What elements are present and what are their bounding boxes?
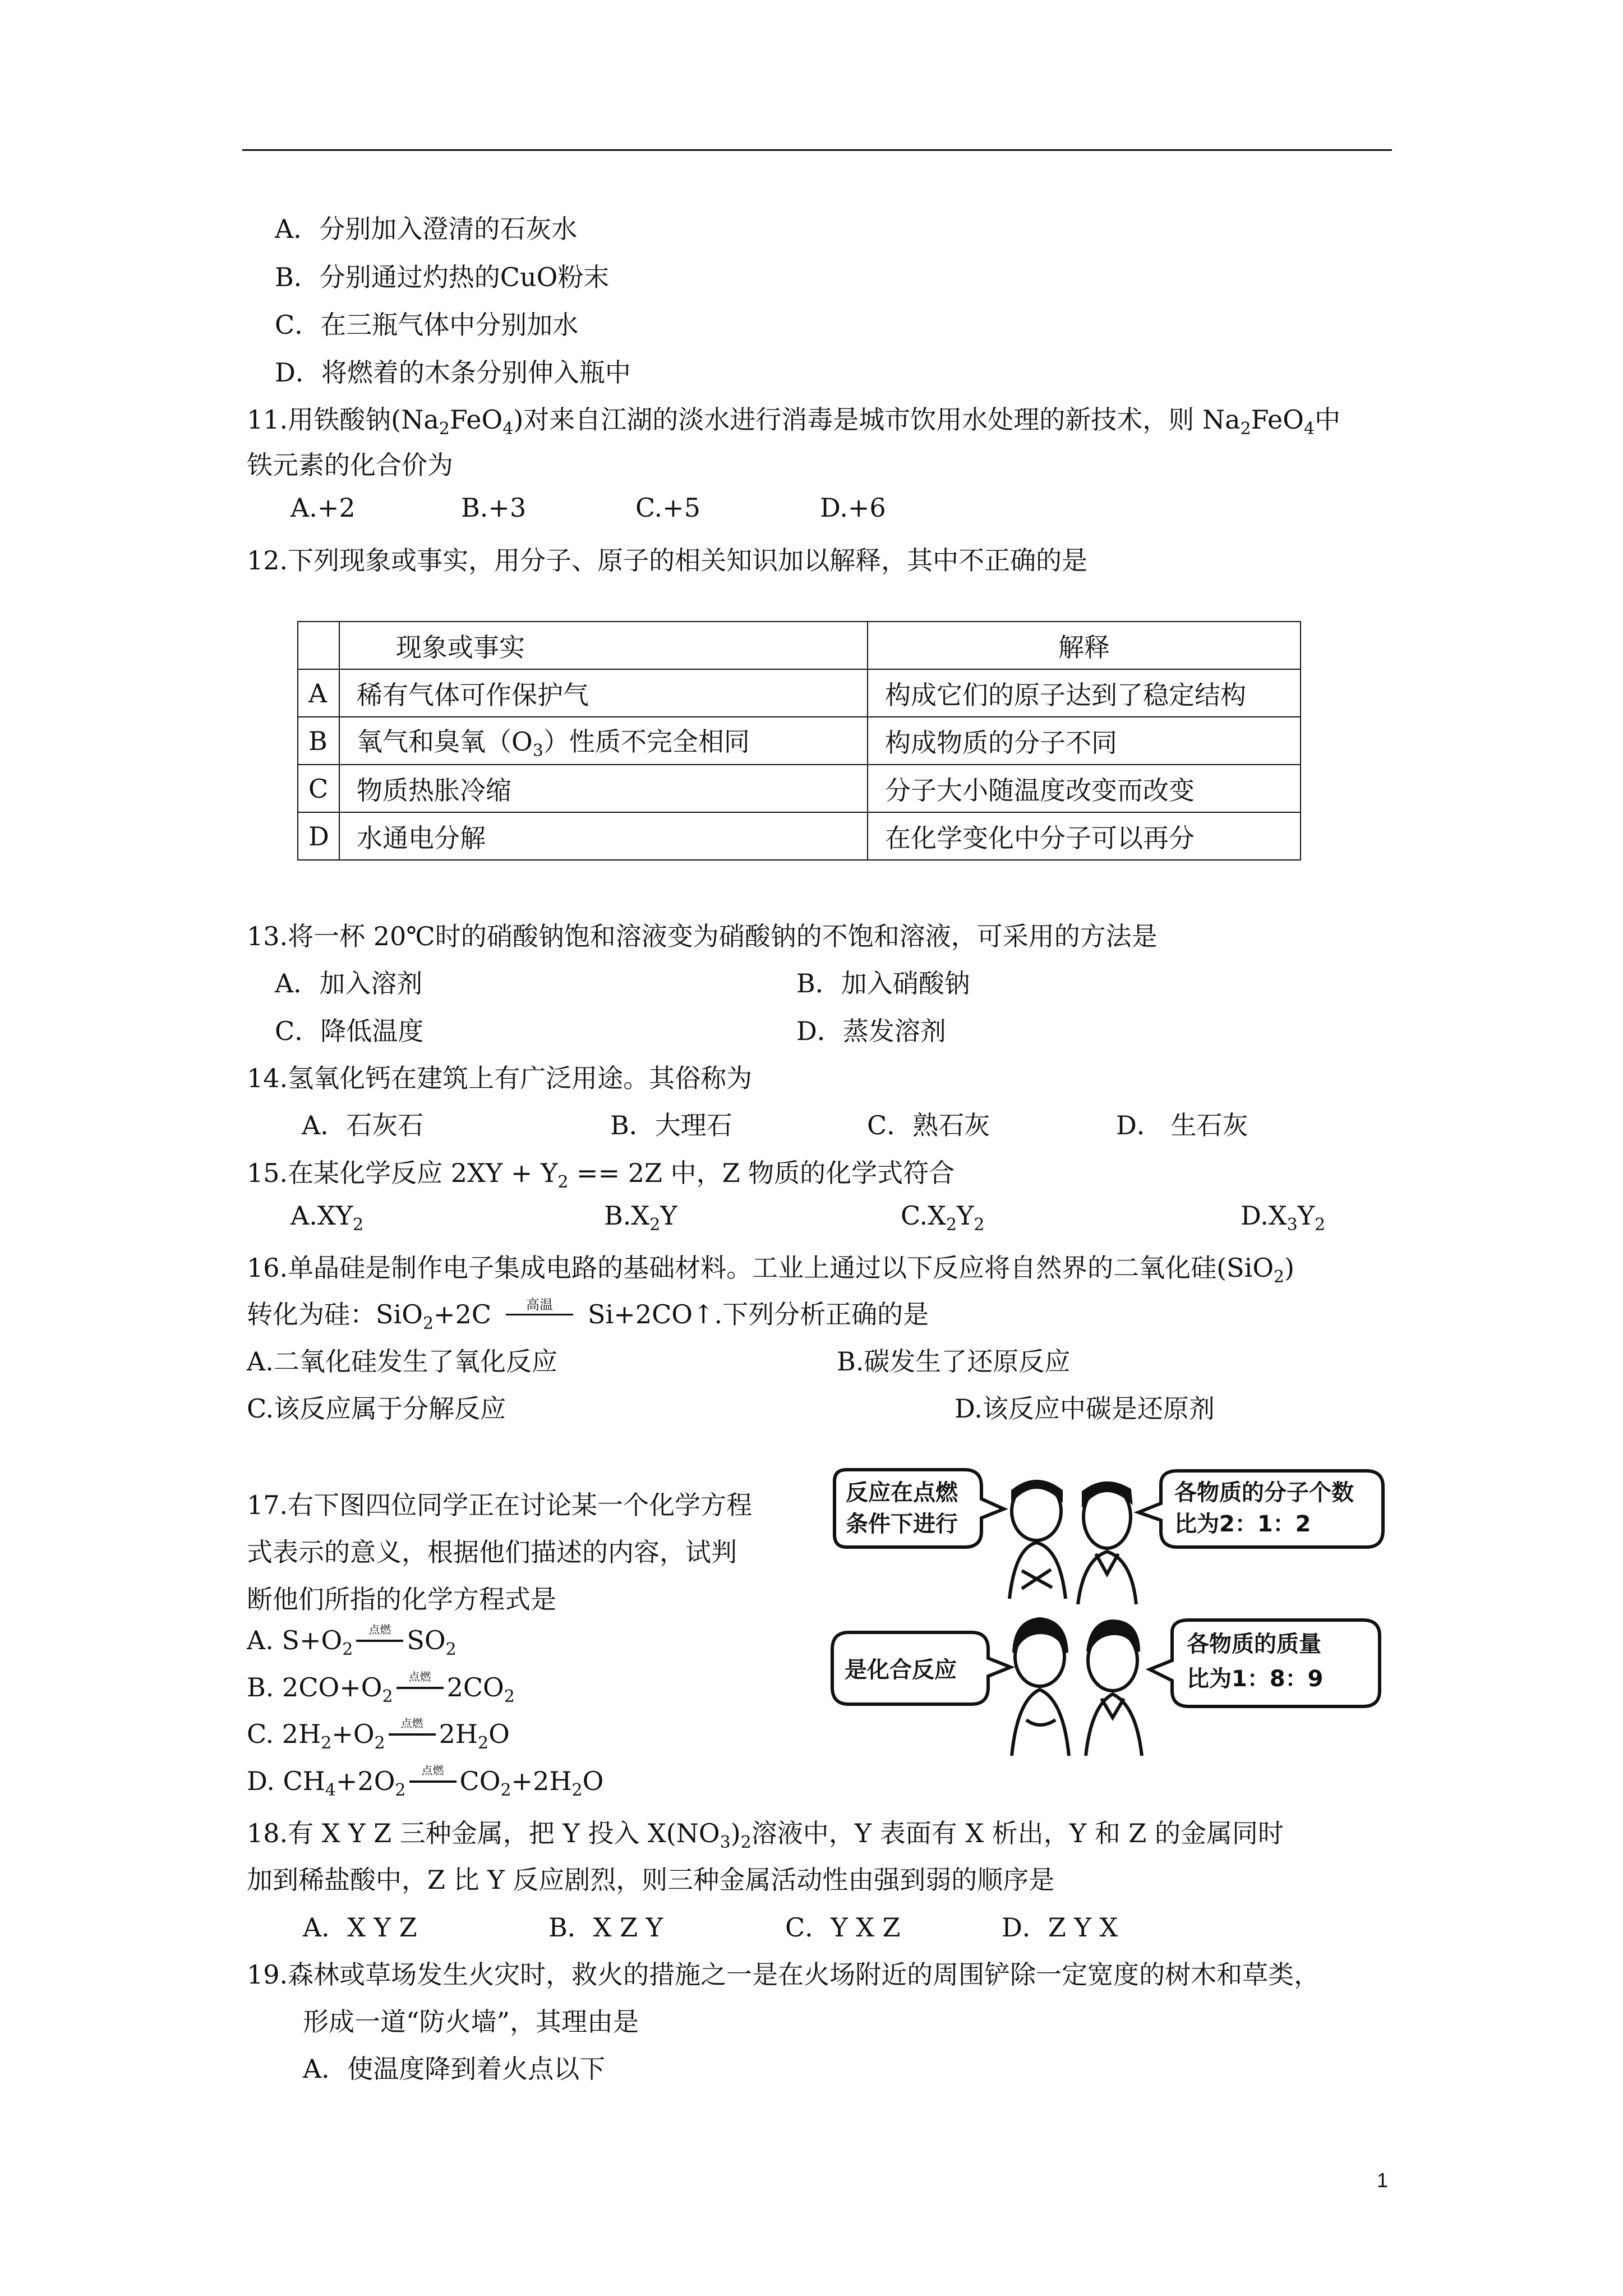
reaction-arrow: 高温 bbox=[506, 1304, 573, 1329]
q17-option-d: D. $CH_4+2O_2$ 点燃 $CO_2+2H_2O$ bbox=[247, 1764, 604, 1800]
q14-stem: 14.氢氧化钙在建筑上有广泛用途。其俗称为 bbox=[247, 1063, 753, 1093]
q16-option-d: D.该反应中碳是还原剂 bbox=[955, 1393, 1215, 1424]
svg-text:比为2：1：2: 比为2：1：2 bbox=[1174, 1511, 1311, 1537]
table-header-explain: 解释 bbox=[868, 622, 1301, 669]
q16-stem-line1: 16.单晶硅是制作电子集成电路的基础材料。工业上通过以下反应将自然界的二氧化硅(SiO$_2$) bbox=[247, 1253, 1295, 1287]
q16-option-c: C.该反应属于分解反应 bbox=[247, 1393, 506, 1424]
reaction-arrow: 点燃 bbox=[409, 1770, 457, 1796]
q14-option-b: B．大理石 bbox=[610, 1110, 732, 1140]
q17-cartoon-illustration bbox=[824, 1464, 1391, 1767]
q19-option-a: A．使温度降到着火点以下 bbox=[303, 2054, 606, 2084]
q11-option-b: B.+3 bbox=[461, 493, 527, 523]
speech-bubble-bottom-left bbox=[832, 1632, 1011, 1704]
q11-option-c: C.+5 bbox=[635, 493, 700, 523]
speech-bubble-top-right bbox=[1138, 1471, 1383, 1547]
table-row: C 物质热胀冷缩 分子大小随温度改变而改变 bbox=[298, 765, 1301, 812]
q15-option-d: $D.X_3Y_2$ bbox=[1241, 1200, 1326, 1235]
svg-text:条件下进行: 条件下进行 bbox=[846, 1511, 958, 1537]
reaction-arrow: 点燃 bbox=[396, 1677, 444, 1703]
q16-option-a: A.二氧化硅发生了氧化反应 bbox=[247, 1346, 557, 1377]
q12-table bbox=[297, 621, 1301, 861]
q16-option-b: B.碳发生了还原反应 bbox=[837, 1346, 1071, 1377]
q14-option-a: A．石灰石 bbox=[302, 1110, 424, 1140]
q15-option-b: $B.X_2Y$ bbox=[604, 1200, 677, 1235]
reaction-arrow: 点燃 bbox=[389, 1723, 436, 1749]
q13-option-c: C．降低温度 bbox=[275, 1016, 424, 1046]
speech-bubble-bottom-right bbox=[1150, 1620, 1380, 1706]
q10-option-d: D．将燃着的木条分别伸入瓶中 bbox=[275, 357, 631, 388]
table-header-row bbox=[298, 622, 1301, 669]
table-header-fact: 现象或事实 bbox=[339, 622, 868, 669]
svg-text:反应在点燃: 反应在点燃 bbox=[846, 1480, 958, 1506]
q17-option-a: A. $S+O_2$ 点燃 $SO_2$ bbox=[247, 1623, 457, 1659]
q15-stem: 15.在某化学反应 $2XY + Y_2 == 2Z$ 中，Z 物质的化学式符合 bbox=[247, 1158, 955, 1192]
q12-stem: 12.下列现象或事实，用分子、原子的相关知识加以解释，其中不正确的是 bbox=[247, 545, 1088, 576]
q15-option-c: $C.X_2Y_2$ bbox=[901, 1200, 985, 1235]
q19-stem-line2: 形成一道“防火墙”，其理由是 bbox=[303, 2007, 639, 2037]
header-rule bbox=[242, 149, 1392, 151]
q13-option-b: B．加入硝酸钠 bbox=[796, 968, 970, 999]
q19-stem-line1: 19.森林或草场发生火灾时，救火的措施之一是在火场附近的周围铲除一定宽度的树木和草类， bbox=[247, 1959, 1320, 1990]
q18-option-a: A．X Y Z bbox=[303, 1912, 417, 1943]
table-row: B 氧气和臭氧$(O_3)$性质不完全相同 构成物质的分子不同 bbox=[298, 717, 1301, 765]
q16-stem-line2: 转化为硅：SiO$_2$+2C 高温 Si+2CO↑.下列分析正确的是 bbox=[247, 1297, 929, 1333]
svg-text:比为1：8：9: 比为1：8：9 bbox=[1187, 1666, 1324, 1692]
q14-option-c: C．熟石灰 bbox=[867, 1110, 990, 1140]
q13-option-a: A．加入溶剂 bbox=[275, 968, 423, 999]
table-row: A 稀有气体可作保护气 构成它们的原子达到了稳定结构 bbox=[298, 669, 1301, 717]
student-figure-4 bbox=[1086, 1621, 1142, 1756]
q10-option-c: C．在三瓶气体中分别加水 bbox=[275, 310, 579, 340]
student-figure-1 bbox=[1009, 1481, 1066, 1599]
q13-option-d: D．蒸发溶剂 bbox=[796, 1016, 946, 1046]
q18-option-d: D．Z Y X bbox=[1002, 1912, 1118, 1943]
page-number: 1 bbox=[1377, 2169, 1389, 2192]
q18-option-b: B．X Z Y bbox=[548, 1912, 663, 1943]
q18-stem-line1: 18.有 X Y Z 三种金属，把 Y 投入 $X(NO_3)_2$溶液中，Y 表面有 X 析出，Y 和 Z 的金属同时 bbox=[247, 1818, 1284, 1852]
svg-text:各物质的分子个数: 各物质的分子个数 bbox=[1174, 1480, 1354, 1506]
q10-option-b: B．分别通过灼热的CuO粉末 bbox=[275, 262, 610, 292]
speech-bubble-top-left bbox=[834, 1470, 1004, 1547]
table-row: D 水通电分解 在化学变化中分子可以再分 bbox=[298, 812, 1301, 860]
q10-option-a: A．分别加入澄清的石灰水 bbox=[275, 214, 578, 244]
q13-stem: 13.将一杯 20℃时的硝酸钠饱和溶液变为硝酸钠的不饱和溶液，可采用的方法是 bbox=[247, 921, 1158, 951]
q17-stem-line1: 17.右下图四位同学正在讨论某一个化学方程 bbox=[247, 1490, 753, 1520]
q11-option-a: A.+2 bbox=[291, 493, 356, 523]
q17-stem-line2: 式表示的意义，根据他们描述的内容，试判 bbox=[247, 1537, 737, 1567]
q17-stem-line3: 断他们所指的化学方程式是 bbox=[247, 1584, 556, 1614]
student-figure-3 bbox=[1012, 1619, 1069, 1756]
svg-text:各物质的质量: 各物质的质量 bbox=[1187, 1631, 1321, 1657]
q11-option-d: D.+6 bbox=[820, 493, 886, 523]
q11-stem-line1: 11.用铁酸钠$(Na_2FeO_4)$对来自江湖的淡水进行消毒是城市饮用水处理的新技术，则 $Na_2FeO_4$中 bbox=[247, 404, 1341, 439]
student-figure-2 bbox=[1078, 1483, 1136, 1604]
q17-option-c: C. $2H_2+O_2$ 点燃 $2H_2O$ bbox=[247, 1717, 510, 1753]
reaction-arrow: 点燃 bbox=[356, 1630, 403, 1655]
q18-stem-line2: 加到稀盐酸中，Z 比 Y 反应剧烈，则三种金属活动性由强到弱的顺序是 bbox=[247, 1865, 1055, 1895]
q18-option-c: C．Y X Z bbox=[785, 1912, 901, 1943]
q15-option-a: $A.XY_2$ bbox=[291, 1200, 364, 1235]
q14-option-d: D． 生石灰 bbox=[1116, 1110, 1248, 1140]
svg-text:是化合反应: 是化合反应 bbox=[845, 1657, 957, 1683]
q17-option-b: B. $2CO+O_2$ 点燃 $2CO_2$ bbox=[247, 1670, 515, 1706]
q11-stem-line2: 铁元素的化合价为 bbox=[247, 450, 453, 480]
